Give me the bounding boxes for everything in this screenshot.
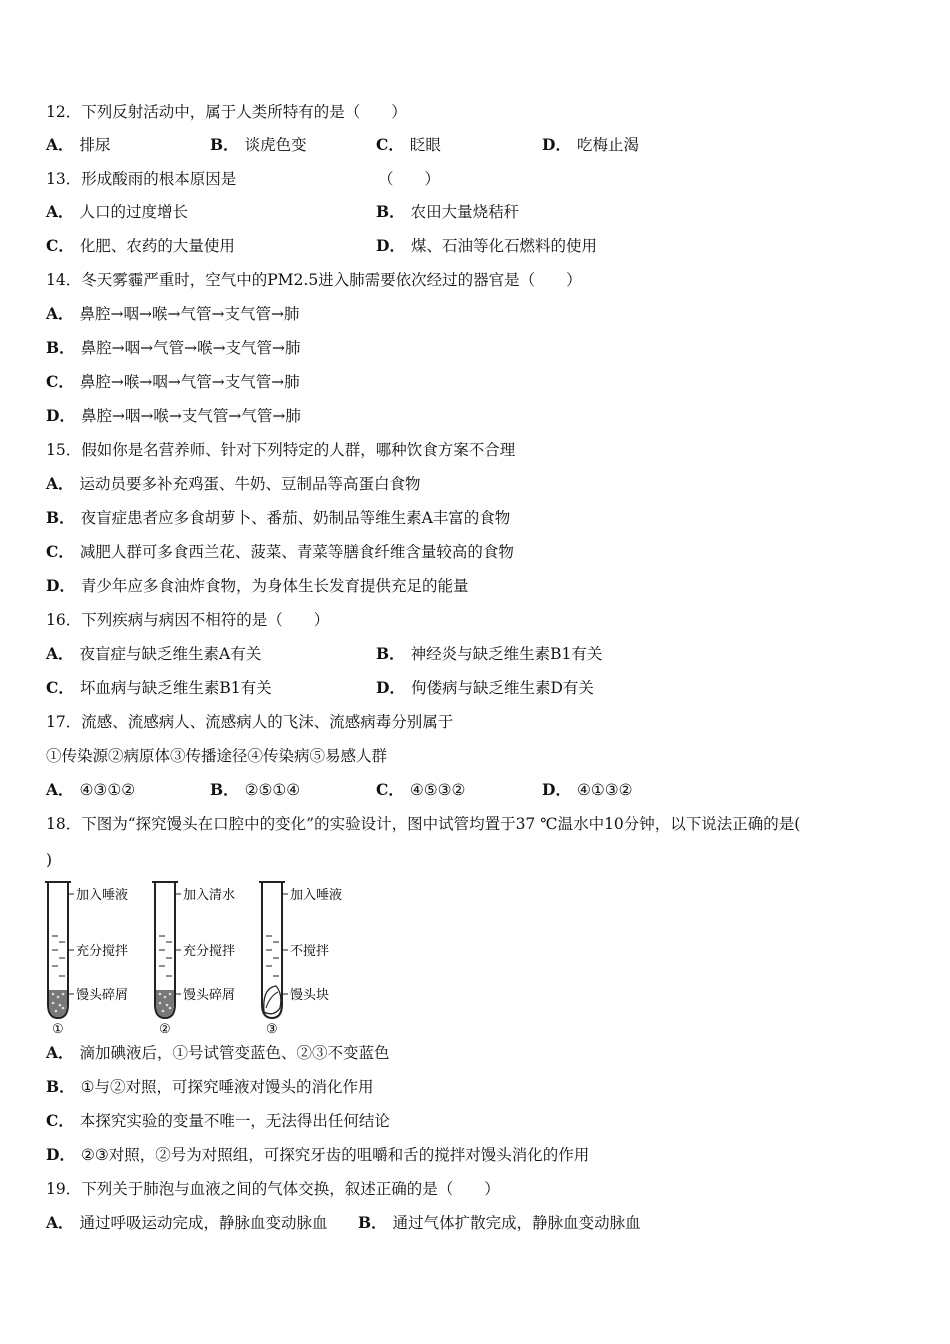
test-tube-1 — [45, 882, 128, 1036]
option-label: A． — [46, 644, 74, 663]
test-tube-3 — [259, 882, 342, 1036]
option-text: 谈虎色变 — [244, 136, 307, 154]
q16-option-d[interactable] — [376, 677, 594, 699]
option-label: A． — [46, 780, 74, 799]
option-text: ④③①② — [79, 781, 136, 799]
option-text: 夜盲症患者应多食胡萝卜、番茄、奶制品等维生素A丰富的食物 — [80, 509, 511, 527]
tube-1-number: ① — [52, 1022, 64, 1036]
option-text: 减肥人群可多食西兰花、菠菜、青菜等膳食纤维含量较高的食物 — [79, 543, 514, 561]
q14-stem: 14．冬天雾霾严重时，空气中的PM2.5进入肺需要依次经过的器官是（ ） — [46, 271, 582, 289]
option-text: 夜盲症与缺乏维生素A有关 — [79, 645, 262, 663]
option-text: ④⑤③② — [409, 781, 466, 799]
q15-option-b[interactable] — [46, 507, 510, 529]
option-text: 鼻腔→咽→喉→支气管→气管→肺 — [80, 407, 301, 425]
q15-stem: 15．假如你是名营养师、针对下列特定的人群，哪种饮食方案不合理 — [46, 441, 516, 459]
option-text: 排尿 — [79, 136, 111, 154]
q14-option-c[interactable] — [46, 371, 300, 393]
q19-option-b[interactable] — [358, 1212, 641, 1234]
tube-3-top-label: 加入唾液 — [290, 888, 343, 903]
q18-option-b[interactable] — [46, 1076, 374, 1098]
q14-option-a[interactable] — [46, 303, 299, 325]
option-label: B． — [46, 1077, 75, 1096]
q16-option-a[interactable] — [46, 643, 261, 665]
option-label: B． — [210, 135, 239, 154]
option-text: 青少年应多食油炸食物，为身体生长发育提供充足的能量 — [80, 577, 469, 595]
q18-stem-end: ) — [46, 851, 53, 869]
tube-2-top-label: 加入清水 — [183, 888, 236, 903]
q16-option-c[interactable] — [46, 677, 272, 699]
option-text: 鼻腔→咽→喉→气管→支气管→肺 — [79, 305, 300, 323]
option-text: 通过呼吸运动完成，静脉血变动脉血 — [79, 1214, 328, 1232]
option-label: B． — [358, 1213, 387, 1232]
q16-stem: 16．下列疾病与病因不相符的是（ ） — [46, 611, 330, 629]
option-text: 农田大量烧秸秆 — [410, 203, 520, 221]
option-text: 吃梅止渴 — [576, 136, 639, 154]
q18-option-c[interactable] — [46, 1110, 390, 1132]
q14-option-b[interactable] — [46, 337, 301, 359]
q18-stem: 18．下图为“探究馒头在口腔中的变化”的实验设计，图中试管均置于37 ℃温水中10分钟，以下说法正确的是( — [46, 815, 801, 833]
option-label: A． — [46, 202, 74, 221]
option-label: A． — [46, 1213, 74, 1232]
q13-stem: 13．形成酸雨的根本原因是 — [46, 170, 237, 188]
option-label: C． — [376, 135, 404, 154]
q12-option-b[interactable] — [210, 134, 307, 156]
option-label: C． — [46, 542, 74, 561]
option-text: 眨眼 — [409, 136, 441, 154]
option-label: C． — [46, 236, 74, 255]
tube-2-number: ② — [159, 1022, 171, 1036]
option-label: A． — [46, 474, 74, 493]
q14-option-d[interactable] — [46, 405, 301, 427]
option-label: D． — [376, 678, 405, 697]
q13-option-c[interactable] — [46, 235, 235, 257]
q17-stem: 17．流感、流感病人、流感病人的飞沫、流感病毒分别属于 — [46, 713, 454, 731]
option-label: A． — [46, 1043, 74, 1062]
tube-1-mid-label: 充分搅拌 — [76, 944, 129, 959]
tube-2-bottom-label: 馒头碎屑 — [183, 988, 236, 1003]
q18-option-d[interactable] — [46, 1144, 589, 1166]
option-text: 化肥、农药的大量使用 — [79, 237, 235, 255]
q19-option-a[interactable] — [46, 1212, 328, 1234]
q13-option-d[interactable] — [376, 235, 597, 257]
option-label: B． — [46, 338, 75, 357]
q13-option-a[interactable] — [46, 201, 188, 223]
option-label: C． — [46, 1111, 74, 1130]
tube-1-top-label: 加入唾液 — [76, 888, 129, 903]
q15-option-d[interactable] — [46, 575, 468, 597]
test-tube-figure — [40, 876, 360, 1036]
option-text: ②⑤①④ — [244, 781, 301, 799]
option-label: C． — [46, 372, 74, 391]
option-label: B． — [376, 644, 405, 663]
option-text: 本探究实验的变量不唯一，无法得出任何结论 — [79, 1112, 390, 1130]
q17-option-b[interactable] — [210, 779, 300, 801]
option-text: 坏血病与缺乏维生素B1有关 — [79, 679, 272, 697]
option-text: 滴加碘液后，①号试管变蓝色、②③不变蓝色 — [79, 1044, 390, 1062]
q18-option-a[interactable] — [46, 1042, 390, 1064]
q17-sub: ①传染源②病原体③传播途径④传染病⑤易感人群 — [46, 747, 388, 765]
option-label: D． — [46, 406, 75, 425]
q19-stem: 19．下列关于肺泡与血液之间的气体交换，叙述正确的是（ ） — [46, 1180, 500, 1198]
test-tube-2 — [152, 882, 235, 1036]
q13-paren: （ ） — [378, 170, 441, 188]
tube-2-mid-label: 充分搅拌 — [183, 944, 236, 959]
option-text: 鼻腔→喉→咽→气管→支气管→肺 — [79, 373, 300, 391]
option-text: 通过气体扩散完成，静脉血变动脉血 — [392, 1214, 641, 1232]
option-text: ①与②对照，可探究唾液对馒头的消化作用 — [80, 1078, 374, 1096]
q12-option-c[interactable] — [376, 134, 441, 156]
option-text: 运动员要多补充鸡蛋、牛奶、豆制品等高蛋白食物 — [79, 475, 421, 493]
q15-option-c[interactable] — [46, 541, 514, 563]
option-text: ④①③② — [576, 781, 633, 799]
option-label: A． — [46, 135, 74, 154]
tube-3-mid-label: 不搅拌 — [290, 944, 330, 959]
q12-option-a[interactable] — [46, 134, 111, 156]
q16-option-b[interactable] — [376, 643, 602, 665]
option-label: B． — [210, 780, 239, 799]
option-label: D． — [542, 780, 571, 799]
tube-3-number: ③ — [266, 1022, 278, 1036]
option-label: D． — [46, 1145, 75, 1164]
option-label: A． — [46, 304, 74, 323]
option-label: C． — [376, 780, 404, 799]
q13-option-b[interactable] — [376, 201, 519, 223]
tube-3-bottom-label: 馒头块 — [290, 988, 330, 1003]
option-text: 煤、石油等化石燃料的使用 — [410, 237, 597, 255]
q12-option-d[interactable] — [542, 134, 639, 156]
option-text: 佝偻病与缺乏维生素D有关 — [410, 679, 594, 697]
tube-1-bottom-label: 馒头碎屑 — [76, 988, 129, 1003]
option-text: 鼻腔→咽→气管→喉→支气管→肺 — [80, 339, 301, 357]
q15-option-a[interactable] — [46, 473, 421, 495]
option-text: ②③对照，②号为对照组，可探究牙齿的咀嚼和舌的搅拌对馒头消化的作用 — [80, 1146, 590, 1164]
option-label: D． — [46, 576, 75, 595]
q17-option-d[interactable] — [542, 779, 633, 801]
q17-option-a[interactable] — [46, 779, 135, 801]
option-text: 神经炎与缺乏维生素B1有关 — [410, 645, 603, 663]
option-label: B． — [46, 508, 75, 527]
q17-option-c[interactable] — [376, 779, 465, 801]
option-label: B． — [376, 202, 405, 221]
option-label: D． — [376, 236, 405, 255]
option-label: D． — [542, 135, 571, 154]
q12-stem: 12．下列反射活动中，属于人类所特有的是（ ） — [46, 103, 407, 121]
option-text: 人口的过度增长 — [79, 203, 189, 221]
option-label: C． — [46, 678, 74, 697]
